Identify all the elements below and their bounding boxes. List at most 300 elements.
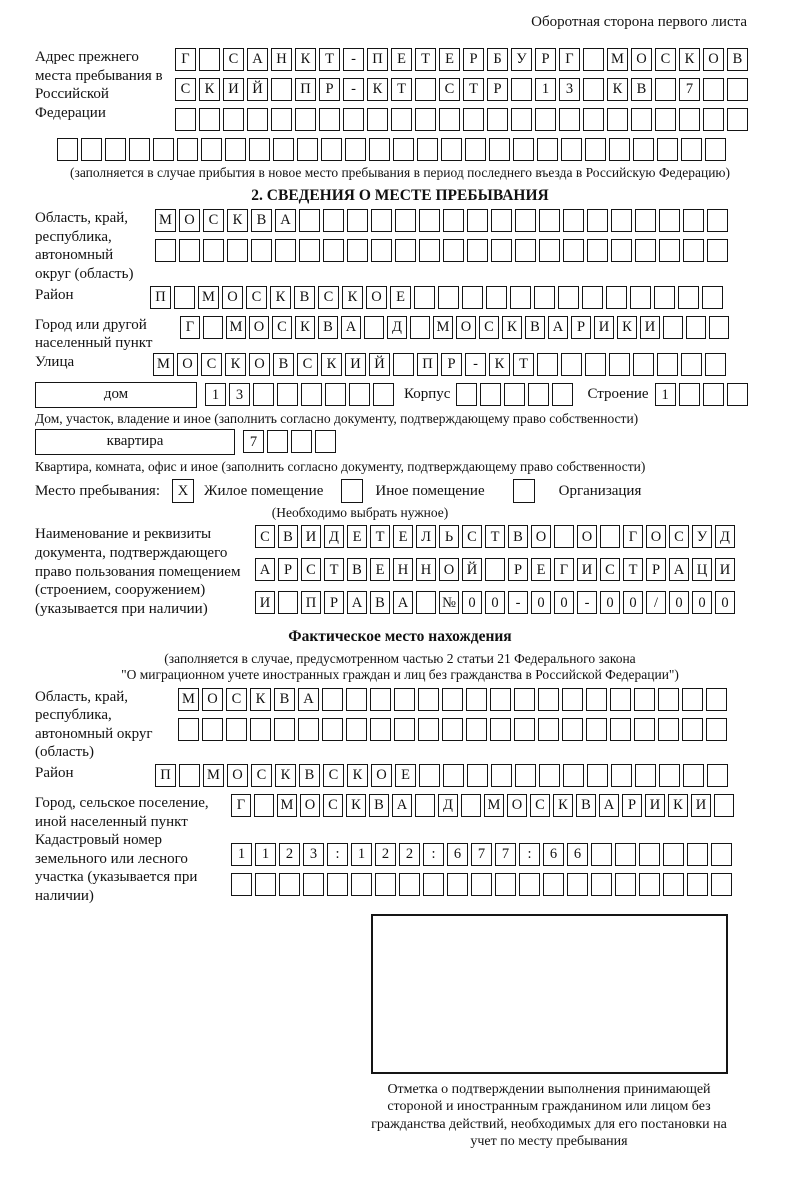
char-cell[interactable] bbox=[654, 286, 675, 309]
char-cell[interactable] bbox=[105, 138, 126, 161]
char-cell[interactable]: О bbox=[366, 286, 387, 309]
char-cell[interactable] bbox=[587, 209, 608, 232]
char-cell[interactable] bbox=[491, 239, 512, 262]
char-cell[interactable] bbox=[279, 873, 300, 896]
char-cell[interactable] bbox=[231, 873, 252, 896]
char-cell[interactable]: О bbox=[177, 353, 198, 376]
char-cell[interactable]: И bbox=[255, 591, 275, 614]
char-cell[interactable] bbox=[295, 108, 316, 131]
char-cell[interactable] bbox=[634, 718, 655, 741]
char-cell[interactable] bbox=[727, 108, 748, 131]
char-cell[interactable]: С bbox=[201, 353, 222, 376]
char-cell[interactable] bbox=[510, 286, 531, 309]
char-cell[interactable] bbox=[539, 764, 560, 787]
char-cell[interactable]: 3 bbox=[303, 843, 324, 866]
char-cell[interactable] bbox=[249, 138, 270, 161]
char-cell[interactable] bbox=[633, 138, 654, 161]
char-cell[interactable]: 6 bbox=[543, 843, 564, 866]
char-cell[interactable] bbox=[327, 873, 348, 896]
char-cell[interactable] bbox=[585, 353, 606, 376]
char-cell[interactable] bbox=[586, 718, 607, 741]
char-cell[interactable] bbox=[267, 430, 288, 453]
char-cell[interactable] bbox=[254, 794, 274, 817]
char-cell[interactable] bbox=[467, 239, 488, 262]
char-cell[interactable] bbox=[711, 843, 732, 866]
char-cell[interactable]: Г bbox=[180, 316, 200, 339]
char-cell[interactable]: О bbox=[531, 525, 551, 548]
char-cell[interactable]: А bbox=[548, 316, 568, 339]
char-cell[interactable] bbox=[703, 78, 724, 101]
char-cell[interactable]: А bbox=[393, 591, 413, 614]
char-cell[interactable] bbox=[682, 718, 703, 741]
char-cell[interactable] bbox=[606, 286, 627, 309]
char-cell[interactable] bbox=[659, 239, 680, 262]
char-cell[interactable]: М bbox=[226, 316, 246, 339]
char-cell[interactable] bbox=[600, 525, 620, 548]
char-cell[interactable] bbox=[179, 239, 200, 262]
char-cell[interactable] bbox=[438, 286, 459, 309]
char-cell[interactable]: О bbox=[456, 316, 476, 339]
char-cell[interactable] bbox=[447, 873, 468, 896]
char-cell[interactable]: 1 bbox=[535, 78, 556, 101]
char-cell[interactable] bbox=[658, 688, 679, 711]
char-cell[interactable]: О bbox=[249, 316, 269, 339]
char-cell[interactable] bbox=[681, 353, 702, 376]
char-cell[interactable]: О bbox=[222, 286, 243, 309]
char-cell[interactable] bbox=[537, 353, 558, 376]
char-cell[interactable]: Е bbox=[391, 48, 412, 71]
char-cell[interactable]: В bbox=[370, 591, 390, 614]
char-cell[interactable]: В bbox=[369, 794, 389, 817]
char-cell[interactable]: Й bbox=[369, 353, 390, 376]
char-cell[interactable]: А bbox=[392, 794, 412, 817]
char-cell[interactable] bbox=[591, 873, 612, 896]
char-cell[interactable]: 0 bbox=[623, 591, 643, 614]
char-cell[interactable]: Р bbox=[622, 794, 642, 817]
char-cell[interactable]: Н bbox=[271, 48, 292, 71]
char-cell[interactable]: И bbox=[301, 525, 321, 548]
char-cell[interactable] bbox=[415, 108, 436, 131]
char-cell[interactable] bbox=[418, 718, 439, 741]
char-cell[interactable] bbox=[301, 383, 322, 406]
char-cell[interactable] bbox=[683, 239, 704, 262]
char-cell[interactable] bbox=[683, 209, 704, 232]
char-cell[interactable]: Ц bbox=[692, 558, 712, 581]
char-cell[interactable]: 7 bbox=[471, 843, 492, 866]
char-cell[interactable] bbox=[511, 78, 532, 101]
char-cell[interactable] bbox=[299, 239, 320, 262]
char-cell[interactable] bbox=[346, 688, 367, 711]
char-cell[interactable] bbox=[223, 108, 244, 131]
char-cell[interactable]: К bbox=[225, 353, 246, 376]
char-cell[interactable] bbox=[657, 138, 678, 161]
char-cell[interactable] bbox=[679, 108, 700, 131]
char-cell[interactable] bbox=[461, 794, 481, 817]
char-cell[interactable] bbox=[585, 138, 606, 161]
char-cell[interactable]: К bbox=[668, 794, 688, 817]
char-cell[interactable]: № bbox=[439, 591, 459, 614]
char-cell[interactable] bbox=[487, 108, 508, 131]
char-cell[interactable] bbox=[393, 353, 414, 376]
char-cell[interactable]: 1 bbox=[655, 383, 676, 406]
char-cell[interactable] bbox=[687, 843, 708, 866]
char-cell[interactable]: : bbox=[519, 843, 540, 866]
char-cell[interactable]: 0 bbox=[462, 591, 482, 614]
char-cell[interactable] bbox=[297, 138, 318, 161]
char-cell[interactable]: Т bbox=[485, 525, 505, 548]
char-cell[interactable] bbox=[515, 239, 536, 262]
char-cell[interactable]: К bbox=[295, 316, 315, 339]
char-cell[interactable]: В bbox=[274, 688, 295, 711]
char-cell[interactable] bbox=[177, 138, 198, 161]
char-cell[interactable]: С bbox=[655, 48, 676, 71]
char-cell[interactable] bbox=[419, 764, 440, 787]
char-cell[interactable]: Р bbox=[324, 591, 344, 614]
char-cell[interactable] bbox=[587, 764, 608, 787]
char-cell[interactable] bbox=[416, 591, 436, 614]
char-cell[interactable] bbox=[227, 239, 248, 262]
char-cell[interactable] bbox=[562, 688, 583, 711]
char-cell[interactable] bbox=[495, 873, 516, 896]
char-cell[interactable] bbox=[255, 873, 276, 896]
char-cell[interactable] bbox=[534, 286, 555, 309]
char-cell[interactable]: 3 bbox=[229, 383, 250, 406]
char-cell[interactable] bbox=[683, 764, 704, 787]
char-cell[interactable]: 0 bbox=[554, 591, 574, 614]
char-cell[interactable]: С bbox=[203, 209, 224, 232]
char-cell[interactable]: М bbox=[178, 688, 199, 711]
char-cell[interactable]: А bbox=[275, 209, 296, 232]
char-cell[interactable]: А bbox=[255, 558, 275, 581]
char-cell[interactable] bbox=[659, 209, 680, 232]
char-cell[interactable]: С bbox=[323, 794, 343, 817]
char-cell[interactable] bbox=[179, 764, 200, 787]
char-cell[interactable]: Т bbox=[513, 353, 534, 376]
char-cell[interactable]: С bbox=[175, 78, 196, 101]
char-cell[interactable]: К bbox=[679, 48, 700, 71]
char-cell[interactable]: В bbox=[299, 764, 320, 787]
char-cell[interactable] bbox=[414, 286, 435, 309]
char-cell[interactable] bbox=[491, 209, 512, 232]
char-cell[interactable]: Н bbox=[416, 558, 436, 581]
char-cell[interactable] bbox=[367, 108, 388, 131]
char-cell[interactable] bbox=[202, 718, 223, 741]
char-cell[interactable]: В bbox=[347, 558, 367, 581]
char-cell[interactable]: К bbox=[347, 764, 368, 787]
char-cell[interactable]: А bbox=[669, 558, 689, 581]
char-cell[interactable] bbox=[609, 353, 630, 376]
char-cell[interactable]: 2 bbox=[375, 843, 396, 866]
char-cell[interactable]: К bbox=[250, 688, 271, 711]
char-cell[interactable] bbox=[395, 209, 416, 232]
char-cell[interactable] bbox=[591, 843, 612, 866]
char-cell[interactable]: К bbox=[607, 78, 628, 101]
char-cell[interactable] bbox=[391, 108, 412, 131]
char-cell[interactable] bbox=[615, 873, 636, 896]
char-cell[interactable] bbox=[490, 688, 511, 711]
char-cell[interactable] bbox=[341, 479, 363, 503]
char-cell[interactable]: Г bbox=[623, 525, 643, 548]
char-cell[interactable] bbox=[319, 108, 340, 131]
char-cell[interactable] bbox=[174, 286, 195, 309]
char-cell[interactable] bbox=[277, 383, 298, 406]
char-cell[interactable] bbox=[199, 108, 220, 131]
char-cell[interactable]: 0 bbox=[715, 591, 735, 614]
char-cell[interactable]: Т bbox=[319, 48, 340, 71]
char-cell[interactable] bbox=[418, 688, 439, 711]
char-cell[interactable] bbox=[514, 718, 535, 741]
char-cell[interactable]: В bbox=[525, 316, 545, 339]
char-cell[interactable]: О bbox=[631, 48, 652, 71]
char-cell[interactable]: В bbox=[631, 78, 652, 101]
char-cell[interactable]: О bbox=[249, 353, 270, 376]
char-cell[interactable]: С bbox=[462, 525, 482, 548]
char-cell[interactable] bbox=[423, 873, 444, 896]
char-cell[interactable]: Е bbox=[390, 286, 411, 309]
char-cell[interactable] bbox=[485, 558, 505, 581]
char-cell[interactable]: К bbox=[321, 353, 342, 376]
char-cell[interactable]: С bbox=[297, 353, 318, 376]
char-cell[interactable]: М bbox=[153, 353, 174, 376]
char-cell[interactable] bbox=[711, 873, 732, 896]
char-cell[interactable] bbox=[727, 383, 748, 406]
char-cell[interactable] bbox=[539, 239, 560, 262]
char-cell[interactable]: Е bbox=[347, 525, 367, 548]
char-cell[interactable] bbox=[349, 383, 370, 406]
char-cell[interactable]: С bbox=[272, 316, 292, 339]
char-cell[interactable] bbox=[463, 108, 484, 131]
char-cell[interactable]: И bbox=[715, 558, 735, 581]
char-cell[interactable] bbox=[630, 286, 651, 309]
char-cell[interactable]: У bbox=[692, 525, 712, 548]
char-cell[interactable] bbox=[611, 239, 632, 262]
char-cell[interactable]: 3 bbox=[559, 78, 580, 101]
char-cell[interactable] bbox=[393, 138, 414, 161]
char-cell[interactable] bbox=[679, 383, 700, 406]
char-cell[interactable] bbox=[415, 78, 436, 101]
char-cell[interactable] bbox=[323, 239, 344, 262]
char-cell[interactable]: Р bbox=[571, 316, 591, 339]
char-cell[interactable]: К bbox=[270, 286, 291, 309]
char-cell[interactable] bbox=[153, 138, 174, 161]
char-cell[interactable] bbox=[611, 764, 632, 787]
char-cell[interactable] bbox=[471, 873, 492, 896]
char-cell[interactable]: П bbox=[295, 78, 316, 101]
char-cell[interactable]: К bbox=[617, 316, 637, 339]
char-cell[interactable]: О bbox=[371, 764, 392, 787]
char-cell[interactable] bbox=[610, 688, 631, 711]
char-cell[interactable]: М bbox=[203, 764, 224, 787]
char-cell[interactable] bbox=[587, 239, 608, 262]
char-cell[interactable]: К bbox=[199, 78, 220, 101]
char-cell[interactable]: - bbox=[577, 591, 597, 614]
char-cell[interactable] bbox=[364, 316, 384, 339]
char-cell[interactable] bbox=[155, 239, 176, 262]
char-cell[interactable]: И bbox=[345, 353, 366, 376]
char-cell[interactable]: В bbox=[727, 48, 748, 71]
char-cell[interactable] bbox=[559, 108, 580, 131]
char-cell[interactable]: С bbox=[600, 558, 620, 581]
char-cell[interactable] bbox=[322, 718, 343, 741]
char-cell[interactable] bbox=[663, 843, 684, 866]
char-cell[interactable]: Р bbox=[441, 353, 462, 376]
char-cell[interactable]: Н bbox=[393, 558, 413, 581]
char-cell[interactable] bbox=[639, 873, 660, 896]
char-cell[interactable] bbox=[583, 48, 604, 71]
char-cell[interactable]: В bbox=[278, 525, 298, 548]
char-cell[interactable]: 0 bbox=[485, 591, 505, 614]
char-cell[interactable]: О bbox=[507, 794, 527, 817]
char-cell[interactable] bbox=[705, 353, 726, 376]
char-cell[interactable] bbox=[370, 688, 391, 711]
char-cell[interactable] bbox=[322, 688, 343, 711]
char-cell[interactable]: К bbox=[275, 764, 296, 787]
char-cell[interactable]: К bbox=[367, 78, 388, 101]
char-cell[interactable]: К bbox=[553, 794, 573, 817]
char-cell[interactable] bbox=[615, 843, 636, 866]
char-cell[interactable]: У bbox=[511, 48, 532, 71]
char-cell[interactable] bbox=[370, 718, 391, 741]
char-cell[interactable] bbox=[504, 383, 525, 406]
char-cell[interactable] bbox=[539, 209, 560, 232]
char-cell[interactable] bbox=[417, 138, 438, 161]
char-cell[interactable]: Л bbox=[416, 525, 436, 548]
char-cell[interactable] bbox=[456, 383, 477, 406]
char-cell[interactable] bbox=[129, 138, 150, 161]
char-cell[interactable] bbox=[462, 286, 483, 309]
char-cell[interactable] bbox=[561, 138, 582, 161]
char-cell[interactable]: 7 bbox=[495, 843, 516, 866]
char-cell[interactable] bbox=[439, 108, 460, 131]
char-cell[interactable]: М bbox=[607, 48, 628, 71]
char-cell[interactable] bbox=[201, 138, 222, 161]
char-cell[interactable]: О bbox=[439, 558, 459, 581]
char-cell[interactable]: А bbox=[347, 591, 367, 614]
char-cell[interactable]: В bbox=[508, 525, 528, 548]
char-cell[interactable] bbox=[442, 718, 463, 741]
char-cell[interactable]: С bbox=[301, 558, 321, 581]
char-cell[interactable] bbox=[419, 239, 440, 262]
char-cell[interactable] bbox=[657, 353, 678, 376]
char-cell[interactable] bbox=[707, 764, 728, 787]
char-cell[interactable] bbox=[410, 316, 430, 339]
char-cell[interactable] bbox=[687, 873, 708, 896]
char-cell[interactable]: П bbox=[301, 591, 321, 614]
char-cell[interactable] bbox=[567, 873, 588, 896]
char-cell[interactable]: Р bbox=[487, 78, 508, 101]
char-cell[interactable]: Й bbox=[247, 78, 268, 101]
char-cell[interactable] bbox=[586, 688, 607, 711]
char-cell[interactable] bbox=[371, 209, 392, 232]
char-cell[interactable]: С bbox=[323, 764, 344, 787]
char-cell[interactable] bbox=[375, 873, 396, 896]
char-cell[interactable] bbox=[250, 718, 271, 741]
char-cell[interactable] bbox=[226, 718, 247, 741]
char-cell[interactable]: Т bbox=[623, 558, 643, 581]
char-cell[interactable] bbox=[489, 138, 510, 161]
char-cell[interactable]: С bbox=[439, 78, 460, 101]
char-cell[interactable] bbox=[552, 383, 573, 406]
char-cell[interactable] bbox=[346, 718, 367, 741]
char-cell[interactable] bbox=[369, 138, 390, 161]
char-cell[interactable] bbox=[81, 138, 102, 161]
char-cell[interactable] bbox=[583, 78, 604, 101]
char-cell[interactable]: Р bbox=[646, 558, 666, 581]
char-cell[interactable] bbox=[486, 286, 507, 309]
char-cell[interactable] bbox=[563, 239, 584, 262]
char-cell[interactable] bbox=[538, 688, 559, 711]
char-cell[interactable] bbox=[298, 718, 319, 741]
char-cell[interactable] bbox=[271, 78, 292, 101]
char-cell[interactable]: Т bbox=[463, 78, 484, 101]
char-cell[interactable]: А bbox=[247, 48, 268, 71]
char-cell[interactable] bbox=[558, 286, 579, 309]
char-cell[interactable] bbox=[513, 138, 534, 161]
char-cell[interactable]: - bbox=[465, 353, 486, 376]
char-cell[interactable] bbox=[706, 718, 727, 741]
char-cell[interactable]: Д bbox=[387, 316, 407, 339]
char-cell[interactable]: О bbox=[646, 525, 666, 548]
char-cell[interactable]: М bbox=[277, 794, 297, 817]
char-cell[interactable] bbox=[511, 108, 532, 131]
char-cell[interactable] bbox=[655, 108, 676, 131]
char-cell[interactable]: Е bbox=[370, 558, 390, 581]
char-cell[interactable]: 2 bbox=[279, 843, 300, 866]
char-cell[interactable]: 7 bbox=[679, 78, 700, 101]
char-cell[interactable] bbox=[635, 239, 656, 262]
char-cell[interactable]: А bbox=[599, 794, 619, 817]
char-cell[interactable] bbox=[203, 239, 224, 262]
char-cell[interactable] bbox=[563, 764, 584, 787]
char-cell[interactable] bbox=[321, 138, 342, 161]
char-cell[interactable] bbox=[528, 383, 549, 406]
char-cell[interactable]: И bbox=[640, 316, 660, 339]
char-cell[interactable] bbox=[609, 138, 630, 161]
char-cell[interactable] bbox=[535, 108, 556, 131]
char-cell[interactable]: Г bbox=[559, 48, 580, 71]
char-cell[interactable] bbox=[480, 383, 501, 406]
char-cell[interactable]: Р bbox=[508, 558, 528, 581]
char-cell[interactable]: В bbox=[294, 286, 315, 309]
char-cell[interactable] bbox=[225, 138, 246, 161]
char-cell[interactable]: А bbox=[298, 688, 319, 711]
char-cell[interactable] bbox=[582, 286, 603, 309]
char-cell[interactable]: Г bbox=[231, 794, 251, 817]
char-cell[interactable] bbox=[583, 108, 604, 131]
char-cell[interactable] bbox=[519, 873, 540, 896]
char-cell[interactable]: К bbox=[489, 353, 510, 376]
char-cell[interactable]: Т bbox=[370, 525, 390, 548]
char-cell[interactable]: Е bbox=[531, 558, 551, 581]
char-cell[interactable]: С bbox=[226, 688, 247, 711]
char-cell[interactable] bbox=[466, 718, 487, 741]
char-cell[interactable] bbox=[515, 764, 536, 787]
char-cell[interactable]: : bbox=[327, 843, 348, 866]
char-cell[interactable]: 0 bbox=[669, 591, 689, 614]
char-cell[interactable] bbox=[682, 688, 703, 711]
char-cell[interactable]: В bbox=[273, 353, 294, 376]
char-cell[interactable] bbox=[563, 209, 584, 232]
char-cell[interactable]: О bbox=[300, 794, 320, 817]
char-cell[interactable]: 0 bbox=[531, 591, 551, 614]
char-cell[interactable]: 6 bbox=[567, 843, 588, 866]
char-cell[interactable] bbox=[678, 286, 699, 309]
char-cell[interactable] bbox=[441, 138, 462, 161]
char-cell[interactable]: П bbox=[367, 48, 388, 71]
char-cell[interactable] bbox=[681, 138, 702, 161]
char-cell[interactable]: Д bbox=[438, 794, 458, 817]
char-cell[interactable] bbox=[659, 764, 680, 787]
